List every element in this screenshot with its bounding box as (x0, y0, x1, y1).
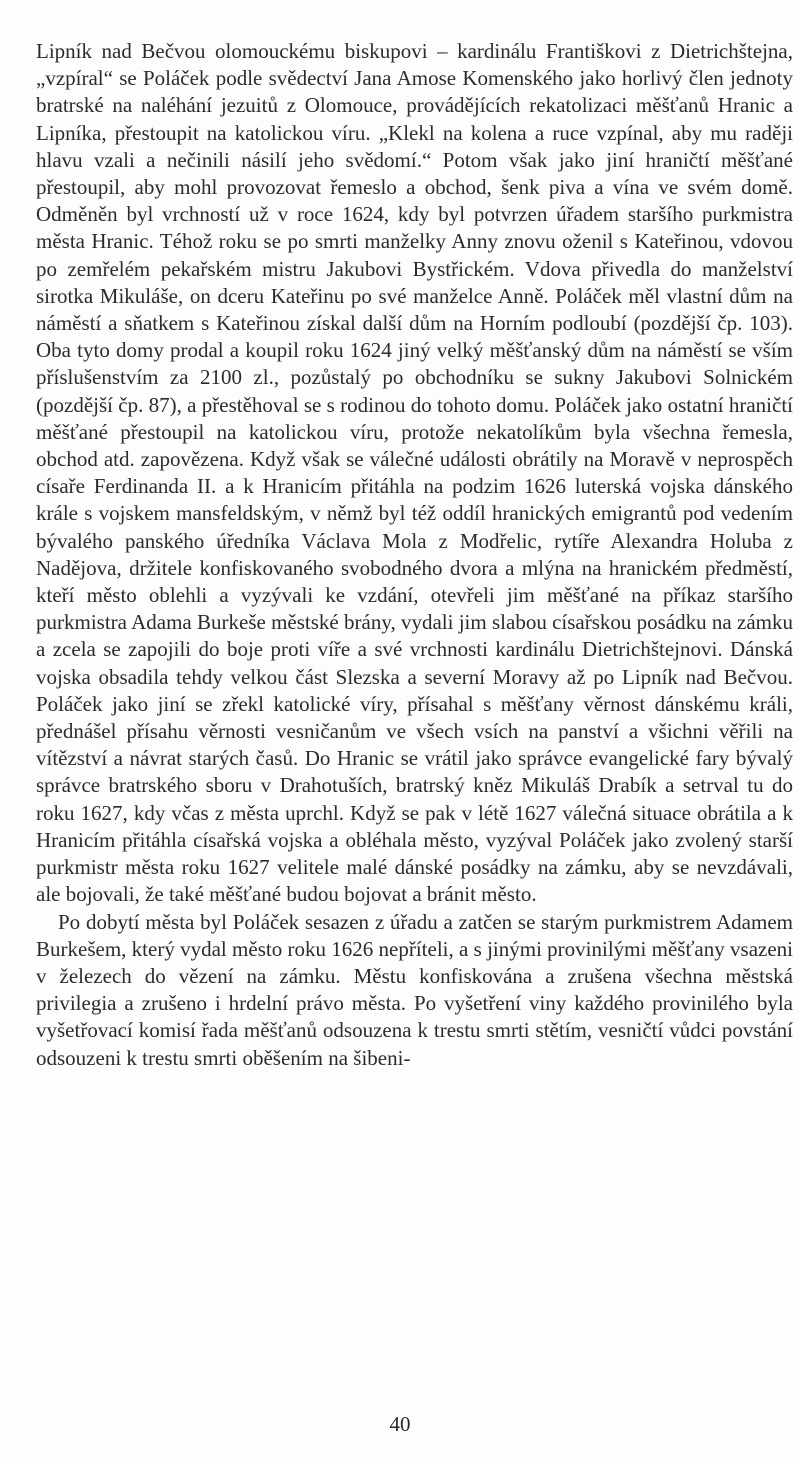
body-text (36, 38, 793, 1072)
paragraph-1: Lipník nad Bečvou olomouckému biskupovi – kardinálu Františkovi z Dietrichštejna, „vzpíral“ se Poláček podle svědectví Jana Amose Komenského jako horlivý člen jednoty bratrské na naléhání jezuitů z Olomouce, provádějících rekatolizaci měšťanů Hranic a Lipníka, přestoupit na katolickou víru. „Klekl na kolena a ruce vzpínal, aby mu raději hlavu vzali a nečinili násilí jeho svědomí.“ Potom však jako jiní hraničtí měšťané přestoupil, aby mohl provozovat řemeslo a obchod, šenk piva a vína ve svém domě. Odměněn byl vrchností už v roce 1624, kdy byl potvrzen úřadem staršího purkmistra města Hranic. Téhož roku se po smrti manželky Anny znovu oženil s Kateřinou, vdovou po zemřelém pekařském mistru Jakubovi Bystřickém. Vdova přivedla do manželství sirotka Mikuláše, on dceru Kateřinu po své manželce Anně. Poláček měl vlastní dům na náměstí a sňatkem s Kateřinou získal další dům na Horním podloubí (pozdější čp. 103). Oba tyto domy prodal a koupil roku 1624 jiný velký měšťanský dům na náměstí se vším příslušenstvím za 2100 zl., pozůstalý po obchodníku se sukny Jakubovi Solnickém (pozdější čp. 87), a přestěhoval se s rodinou do tohoto domu. Poláček jako ostatní hraničtí měšťané přestoupil na katolickou víru, protože nekatolíkům byla všechna řemesla, obchod atd. zapovězena. Když však se válečné události obrátily na Moravě v neprospěch císaře Ferdinanda II. a k Hranicím přitáhla na podzim 1626 luterská vojska dánského krále s vojskem mansfeldským, v němž byl též oddíl hranických emigrantů pod vedením bývalého panského úředníka Václava Mola z Modřelic, rytíře Alexandra Holuba z Nadějova, držitele konfiskovaného svobodného dvora a mlýna na hranickém předměstí, kteří město oblehli a vyzývali ke vzdání, otevřeli jim měšťané na příkaz staršího purkmistra Adama Burkeše městské brány, vydali jim slabou císařskou posádku na zámku a zcela se zapojili do boje proti víře a své vrchnosti kardinálu Dietrichštejnovi. Dánská vojska obsadila tehdy velkou část Slezska a severní Moravy až po Lipník nad Bečvou. Poláček jako jiní se zřekl katolické víry, přísahal s měšťany věrnost dánskému králi, přednášel přísahu věrnosti vesničanům ve všech vsích na panství a všichni věřili na vítězství a návrat starých časů. Do Hranic se vrátil jako správce evangelické fary bývalý správce bratrského sboru v Drahotuších, bratrský kněz Mikuláš Drabík a setrval tu do roku 1627, kdy včas z města uprchl. Když se pak v létě 1627 válečná situace obrátila a k Hranicím přitáhla císařská vojska a obléhala město, vyzýval Poláček jako zvolený starší purkmistr města roku 1627 velitele malé dánské posádky na zámku, aby se nevzdávali, ale bojovali, že také měšťané budou bojovat a bránit město. (36, 39, 793, 907)
page-number: 40 (389, 1412, 411, 1436)
paragraph-2: Po dobytí města byl Poláček sesazen z úřadu a zatčen se starým purkmistrem Adamem Burkešem, který vydal město roku 1626 nepříteli, a s jinými provinilými měšťany vsazeni v železech do vězení na zámku. Městu konfiskována a zrušena všechna městská privilegia a zrušeno i hrdelní právo města. Po vyšetření viny každého provinilého byla vyšetřovací komisí řada měšťanů odsouzena k trestu smrti stětím, vesničtí vůdci povstání odsouzeni k trestu smrti oběšením na šibeni- (36, 909, 793, 1070)
